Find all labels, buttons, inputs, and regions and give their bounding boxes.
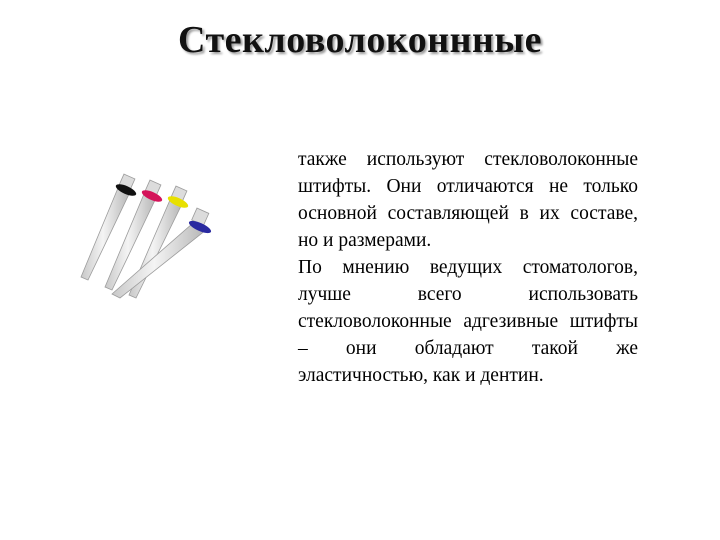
body-text: [298, 146, 638, 389]
fiberglass-posts-image: [60, 160, 230, 320]
post-1: [81, 174, 138, 280]
paragraph-1: также используют стекловолоконные штифты. Они отличаются не только основной составляющей в их составе, но и размерами.: [298, 149, 638, 251]
slide-title: Стекловолоконнные: [178, 19, 542, 61]
paragraph-2: По мнению ведущих стоматологов, лучше всего использовать стекловолоконные адгезивные штифты – они обладают такой же эластичностью, как и дентин.: [298, 257, 638, 386]
